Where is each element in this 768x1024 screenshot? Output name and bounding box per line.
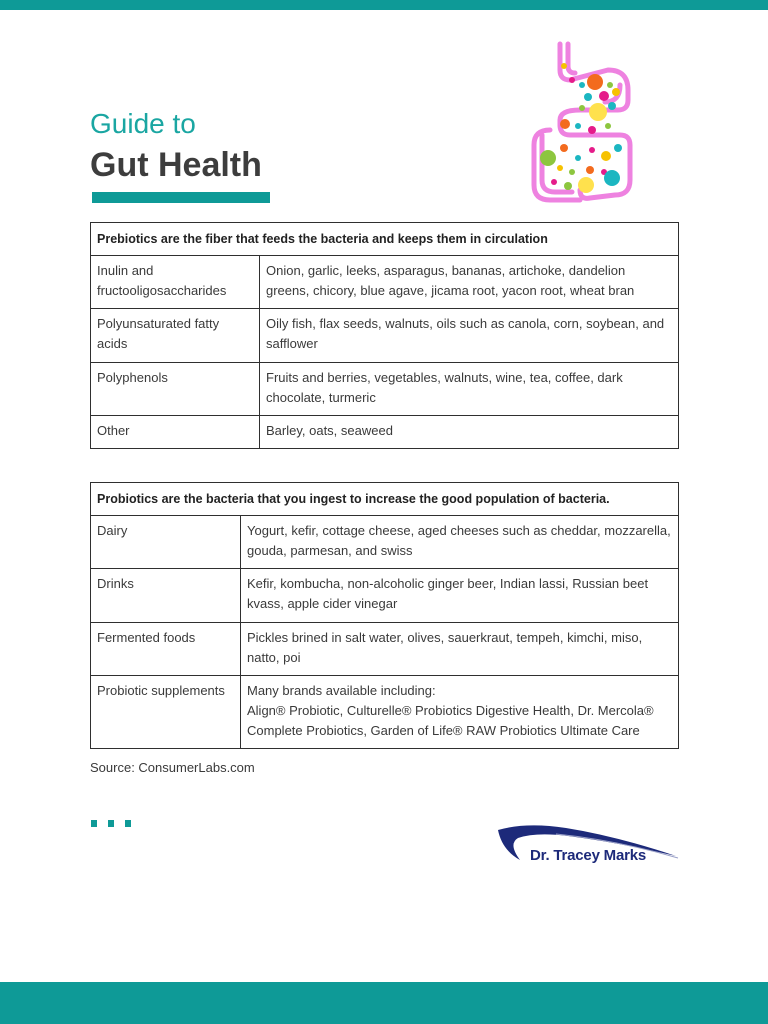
table-row	[91, 416, 679, 449]
probiotics-heading: Probiotics are the bacteria that you ingest to increase the good population of bacteria.	[91, 483, 679, 516]
prebiotic-foods: Fruits and berries, vegetables, walnuts, wine, tea, coffee, dark chocolate, turmeric	[260, 363, 679, 416]
table-row	[91, 623, 679, 676]
source-note: Source: ConsumerLabs.com	[90, 760, 255, 775]
intestine-icon	[520, 40, 640, 210]
prebiotic-category: Inulin and fructooligosaccharides	[91, 256, 260, 309]
page-title: Gut Health	[90, 146, 262, 184]
probiotic-category: Probiotic supplements	[91, 676, 241, 749]
dot	[125, 820, 131, 827]
table-row	[91, 256, 679, 309]
prebiotic-category: Polyunsaturated fatty acids	[91, 309, 260, 363]
dot	[108, 820, 114, 827]
dot	[91, 820, 97, 827]
top-accent-bar	[0, 0, 768, 10]
prebiotics-heading: Prebiotics are the fiber that feeds the bacteria and keeps them in circulation	[91, 223, 679, 256]
probiotic-foods: Many brands available including:	[247, 683, 436, 698]
table-row	[91, 569, 679, 623]
decorative-dots	[91, 820, 131, 827]
title-guide-to: Guide to	[90, 108, 196, 139]
probiotic-category: Dairy	[91, 516, 241, 569]
probiotics-table	[90, 482, 679, 749]
logo-text: Dr. Tracey Marks	[530, 847, 647, 864]
prebiotic-category: Other	[91, 416, 260, 449]
table-row	[91, 363, 679, 416]
title-underline	[92, 192, 270, 203]
probiotic-category: Fermented foods	[91, 623, 241, 676]
prebiotic-foods: Onion, garlic, leeks, asparagus, bananas, artichoke, dandelion greens, chicory, blue agave, jicama root, yacon root, wheat bran	[260, 256, 679, 309]
logo	[496, 820, 680, 870]
prebiotic-category: Polyphenols	[91, 363, 260, 416]
probiotic-brands: Align® Probiotic, Culturelle® Probiotics Digestive Health, Dr. Mercola® Complete Probiotics, Garden of Life® RAW Probiotics Ultimate Care	[247, 703, 654, 738]
prebiotic-foods: Oily fish, flax seeds, walnuts, oils such as canola, corn, soybean, and safflower	[260, 309, 679, 363]
probiotic-foods-cell	[241, 676, 679, 749]
probiotic-foods: Kefir, kombucha, non-alcoholic ginger beer, Indian lassi, Russian beet kvass, apple cider vinegar	[241, 569, 679, 623]
prebiotic-foods: Barley, oats, seaweed	[260, 416, 679, 449]
probiotic-category: Drinks	[91, 569, 241, 623]
prebiotics-table	[90, 222, 679, 449]
probiotic-foods: Yogurt, kefir, cottage cheese, aged cheeses such as cheddar, mozzarella, gouda, parmesan, and swiss	[241, 516, 679, 569]
table-row	[91, 676, 679, 749]
table-row	[91, 516, 679, 569]
bottom-accent-bar	[0, 982, 768, 1024]
probiotic-foods: Pickles brined in salt water, olives, sauerkraut, tempeh, kimchi, miso, natto, poi	[241, 623, 679, 676]
table-row	[91, 309, 679, 363]
